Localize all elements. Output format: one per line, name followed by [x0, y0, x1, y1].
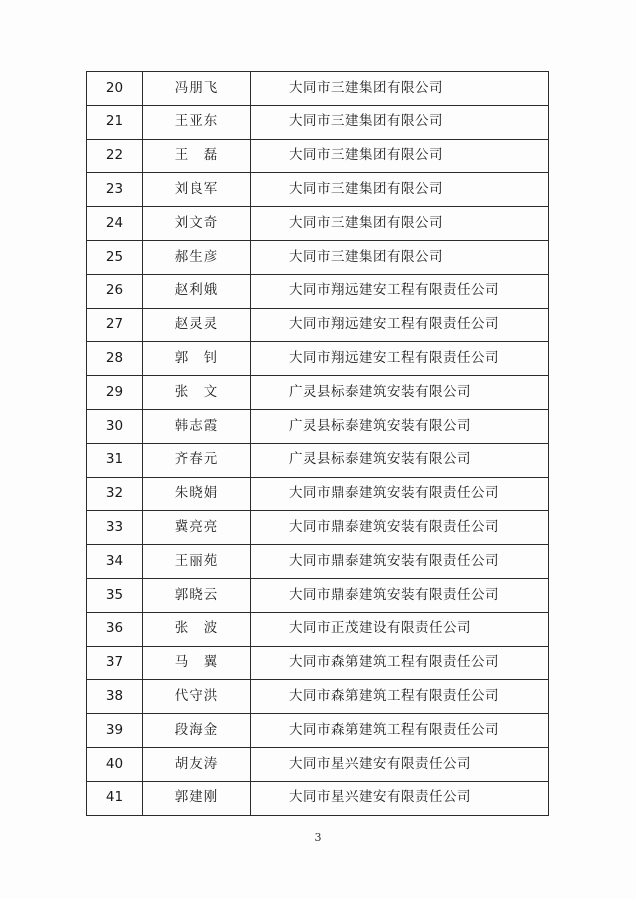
- table-row: [87, 376, 549, 410]
- row-number-cell: 37: [87, 646, 143, 680]
- company-cell: 大同市翔远建安工程有限责任公司: [251, 308, 549, 342]
- name-cell: 段海金: [143, 714, 251, 748]
- row-number-cell: 36: [87, 612, 143, 646]
- name-cell: 刘文奇: [143, 207, 251, 241]
- name-cell: 赵灵灵: [143, 308, 251, 342]
- table-row: [87, 646, 549, 680]
- row-number-cell: 24: [87, 207, 143, 241]
- row-number-cell: 29: [87, 376, 143, 410]
- row-number-cell: 38: [87, 680, 143, 714]
- row-number-cell: 39: [87, 714, 143, 748]
- name-cell: 赵利娥: [143, 274, 251, 308]
- table-row: [87, 747, 549, 781]
- name-cell: 齐春元: [143, 443, 251, 477]
- company-cell: 大同市三建集团有限公司: [251, 207, 549, 241]
- table-row: [87, 578, 549, 612]
- name-cell: 王 磊: [143, 139, 251, 173]
- company-cell: 广灵县标泰建筑安装有限公司: [251, 409, 549, 443]
- name-cell: 冀亮亮: [143, 511, 251, 545]
- row-number-cell: 41: [87, 781, 143, 815]
- company-cell: 大同市三建集团有限公司: [251, 72, 549, 106]
- table-row: [87, 308, 549, 342]
- table-row: [87, 680, 549, 714]
- name-cell: 郭 钊: [143, 342, 251, 376]
- table-row: [87, 72, 549, 106]
- row-number-cell: 33: [87, 511, 143, 545]
- company-cell: 大同市鼎泰建筑安装有限责任公司: [251, 578, 549, 612]
- name-cell: 郝生彦: [143, 240, 251, 274]
- name-cell: 刘良军: [143, 173, 251, 207]
- company-cell: 大同市翔远建安工程有限责任公司: [251, 342, 549, 376]
- table-row: [87, 240, 549, 274]
- row-number-cell: 35: [87, 578, 143, 612]
- personnel-table-body: [87, 72, 549, 816]
- personnel-table: [86, 71, 549, 816]
- company-cell: 大同市星兴建安有限责任公司: [251, 781, 549, 815]
- table-row: [87, 207, 549, 241]
- table-row: [87, 511, 549, 545]
- table-row: [87, 342, 549, 376]
- row-number-cell: 21: [87, 105, 143, 139]
- company-cell: 广灵县标泰建筑安装有限公司: [251, 443, 549, 477]
- row-number-cell: 31: [87, 443, 143, 477]
- table-row: [87, 173, 549, 207]
- table-row: [87, 409, 549, 443]
- name-cell: 马 翼: [143, 646, 251, 680]
- company-cell: 大同市鼎泰建筑安装有限责任公司: [251, 545, 549, 579]
- row-number-cell: 22: [87, 139, 143, 173]
- row-number-cell: 28: [87, 342, 143, 376]
- name-cell: 王丽苑: [143, 545, 251, 579]
- table-row: [87, 714, 549, 748]
- name-cell: 胡友涛: [143, 747, 251, 781]
- row-number-cell: 27: [87, 308, 143, 342]
- company-cell: 大同市三建集团有限公司: [251, 240, 549, 274]
- company-cell: 大同市鼎泰建筑安装有限责任公司: [251, 477, 549, 511]
- row-number-cell: 34: [87, 545, 143, 579]
- name-cell: 张 波: [143, 612, 251, 646]
- company-cell: 大同市鼎泰建筑安装有限责任公司: [251, 511, 549, 545]
- table-row: [87, 139, 549, 173]
- row-number-cell: 32: [87, 477, 143, 511]
- row-number-cell: 25: [87, 240, 143, 274]
- company-cell: 大同市三建集团有限公司: [251, 105, 549, 139]
- row-number-cell: 20: [87, 72, 143, 106]
- name-cell: 张 文: [143, 376, 251, 410]
- table-row: [87, 545, 549, 579]
- company-cell: 大同市正茂建设有限责任公司: [251, 612, 549, 646]
- company-cell: 大同市星兴建安有限责任公司: [251, 747, 549, 781]
- table-row: [87, 477, 549, 511]
- table-row: [87, 443, 549, 477]
- name-cell: 朱晓娟: [143, 477, 251, 511]
- name-cell: 郭建刚: [143, 781, 251, 815]
- company-cell: 大同市三建集团有限公司: [251, 139, 549, 173]
- name-cell: 代守洪: [143, 680, 251, 714]
- company-cell: 大同市森第建筑工程有限责任公司: [251, 680, 549, 714]
- company-cell: 大同市森第建筑工程有限责任公司: [251, 646, 549, 680]
- company-cell: 大同市森第建筑工程有限责任公司: [251, 714, 549, 748]
- name-cell: 韩志霞: [143, 409, 251, 443]
- name-cell: 郭晓云: [143, 578, 251, 612]
- company-cell: 广灵县标泰建筑安装有限公司: [251, 376, 549, 410]
- table-row: [87, 612, 549, 646]
- row-number-cell: 30: [87, 409, 143, 443]
- table-row: [87, 781, 549, 815]
- table-row: [87, 105, 549, 139]
- row-number-cell: 26: [87, 274, 143, 308]
- row-number-cell: 40: [87, 747, 143, 781]
- page-number: 3: [314, 831, 322, 844]
- name-cell: 王亚东: [143, 105, 251, 139]
- row-number-cell: 23: [87, 173, 143, 207]
- table-row: [87, 274, 549, 308]
- company-cell: 大同市翔远建安工程有限责任公司: [251, 274, 549, 308]
- name-cell: 冯朋飞: [143, 72, 251, 106]
- company-cell: 大同市三建集团有限公司: [251, 173, 549, 207]
